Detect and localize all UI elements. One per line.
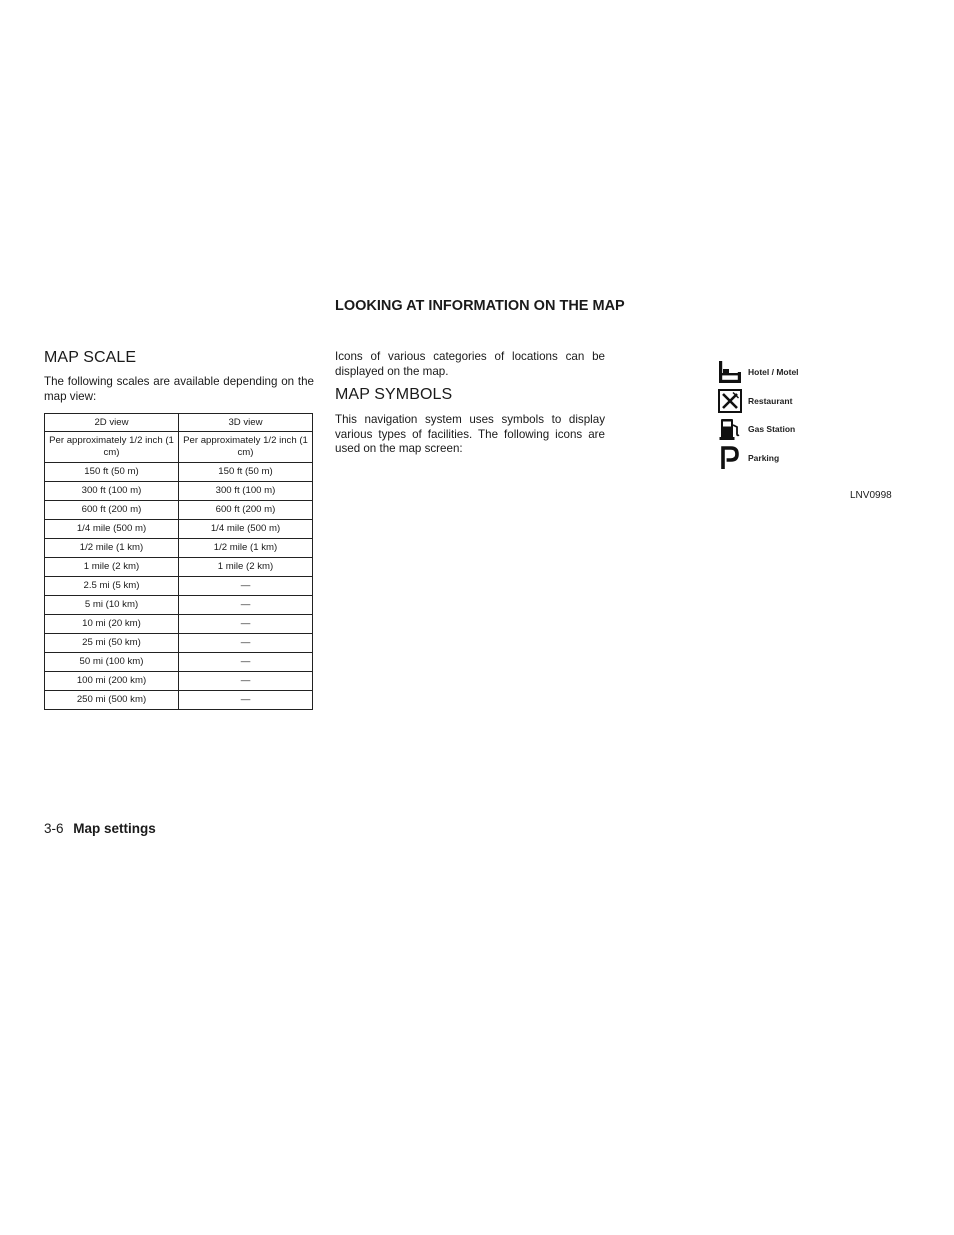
legend-item-parking [718,446,779,470]
table-cell-3d: 300 ft (100 m) [179,482,313,501]
table-cell-3d: 1/4 mile (500 m) [179,520,313,539]
table-header-2d: 2D view [45,414,179,432]
table-cell-2d: 50 mi (100 km) [45,653,179,672]
hotel-icon [718,360,742,384]
info-heading: LOOKING AT INFORMATION ON THE MAP [335,298,625,314]
legend-item-restaurant [718,389,792,413]
table-cell-2d: 1 mile (2 km) [45,558,179,577]
info-intro: Icons of various categories of locations can be displayed on the map. [335,350,605,378]
table-cell-3d: — [179,691,313,710]
table-cell-2d: 2.5 mi (5 km) [45,577,179,596]
table-row [45,577,313,596]
table-row [45,558,313,577]
table-subheader-2d: Per approximately 1/2 inch (1 cm) [45,432,179,463]
table-cell-3d: 1 mile (2 km) [179,558,313,577]
table-cell-2d: 5 mi (10 km) [45,596,179,615]
table-cell-3d: 150 ft (50 m) [179,463,313,482]
table-row [45,691,313,710]
table-cell-2d: 25 mi (50 km) [45,634,179,653]
table-cell-2d: 250 mi (500 km) [45,691,179,710]
table-cell-3d: — [179,596,313,615]
table-cell-3d: 600 ft (200 m) [179,501,313,520]
table-row [45,482,313,501]
table-row [45,463,313,482]
table-cell-2d: 300 ft (100 m) [45,482,179,501]
legend-item-hotel [718,360,799,384]
table-row [45,634,313,653]
page-footer [44,821,156,836]
table-cell-3d: — [179,653,313,672]
table-cell-2d: 600 ft (200 m) [45,501,179,520]
parking-icon [718,446,742,470]
page-number: 3-6 [44,821,64,836]
table-cell-2d: 10 mi (20 km) [45,615,179,634]
table-cell-3d: — [179,672,313,691]
table-header-3d: 3D view [179,414,313,432]
table-cell-3d: 1/2 mile (1 km) [179,539,313,558]
table-row [45,672,313,691]
map-symbols-heading: MAP SYMBOLS [335,386,453,403]
table-cell-3d: — [179,615,313,634]
table-row [45,653,313,672]
table-subheader-3d: Per approximately 1/2 inch (1 cm) [179,432,313,463]
figure-code: LNV0998 [850,490,892,501]
restaurant-icon [718,389,742,413]
table-row [45,520,313,539]
table-cell-3d: — [179,634,313,653]
legend-label-hotel: Hotel / Motel [748,367,799,377]
gas-station-icon [718,417,742,441]
table-row [45,501,313,520]
map-scale-heading: MAP SCALE [44,349,137,366]
legend-label-restaurant: Restaurant [748,396,793,406]
table-row [45,596,313,615]
table-row [45,615,313,634]
map-scale-table [44,413,313,710]
table-cell-3d: — [179,577,313,596]
legend-item-gas-station [718,417,795,441]
map-scale-intro: The following scales are available depending on the map view: [44,375,314,403]
section-title: Map settings [73,821,156,836]
map-symbols-text: This navigation system uses symbols to display various types of facilities. The following icons are used on the map screen: [335,413,605,455]
table-row [45,539,313,558]
legend-label-gas-station: Gas Station [748,424,796,434]
table-cell-2d: 100 mi (200 km) [45,672,179,691]
table-cell-2d: 1/4 mile (500 m) [45,520,179,539]
legend-label-parking: Parking [748,453,780,463]
table-cell-2d: 1/2 mile (1 km) [45,539,179,558]
table-cell-2d: 150 ft (50 m) [45,463,179,482]
